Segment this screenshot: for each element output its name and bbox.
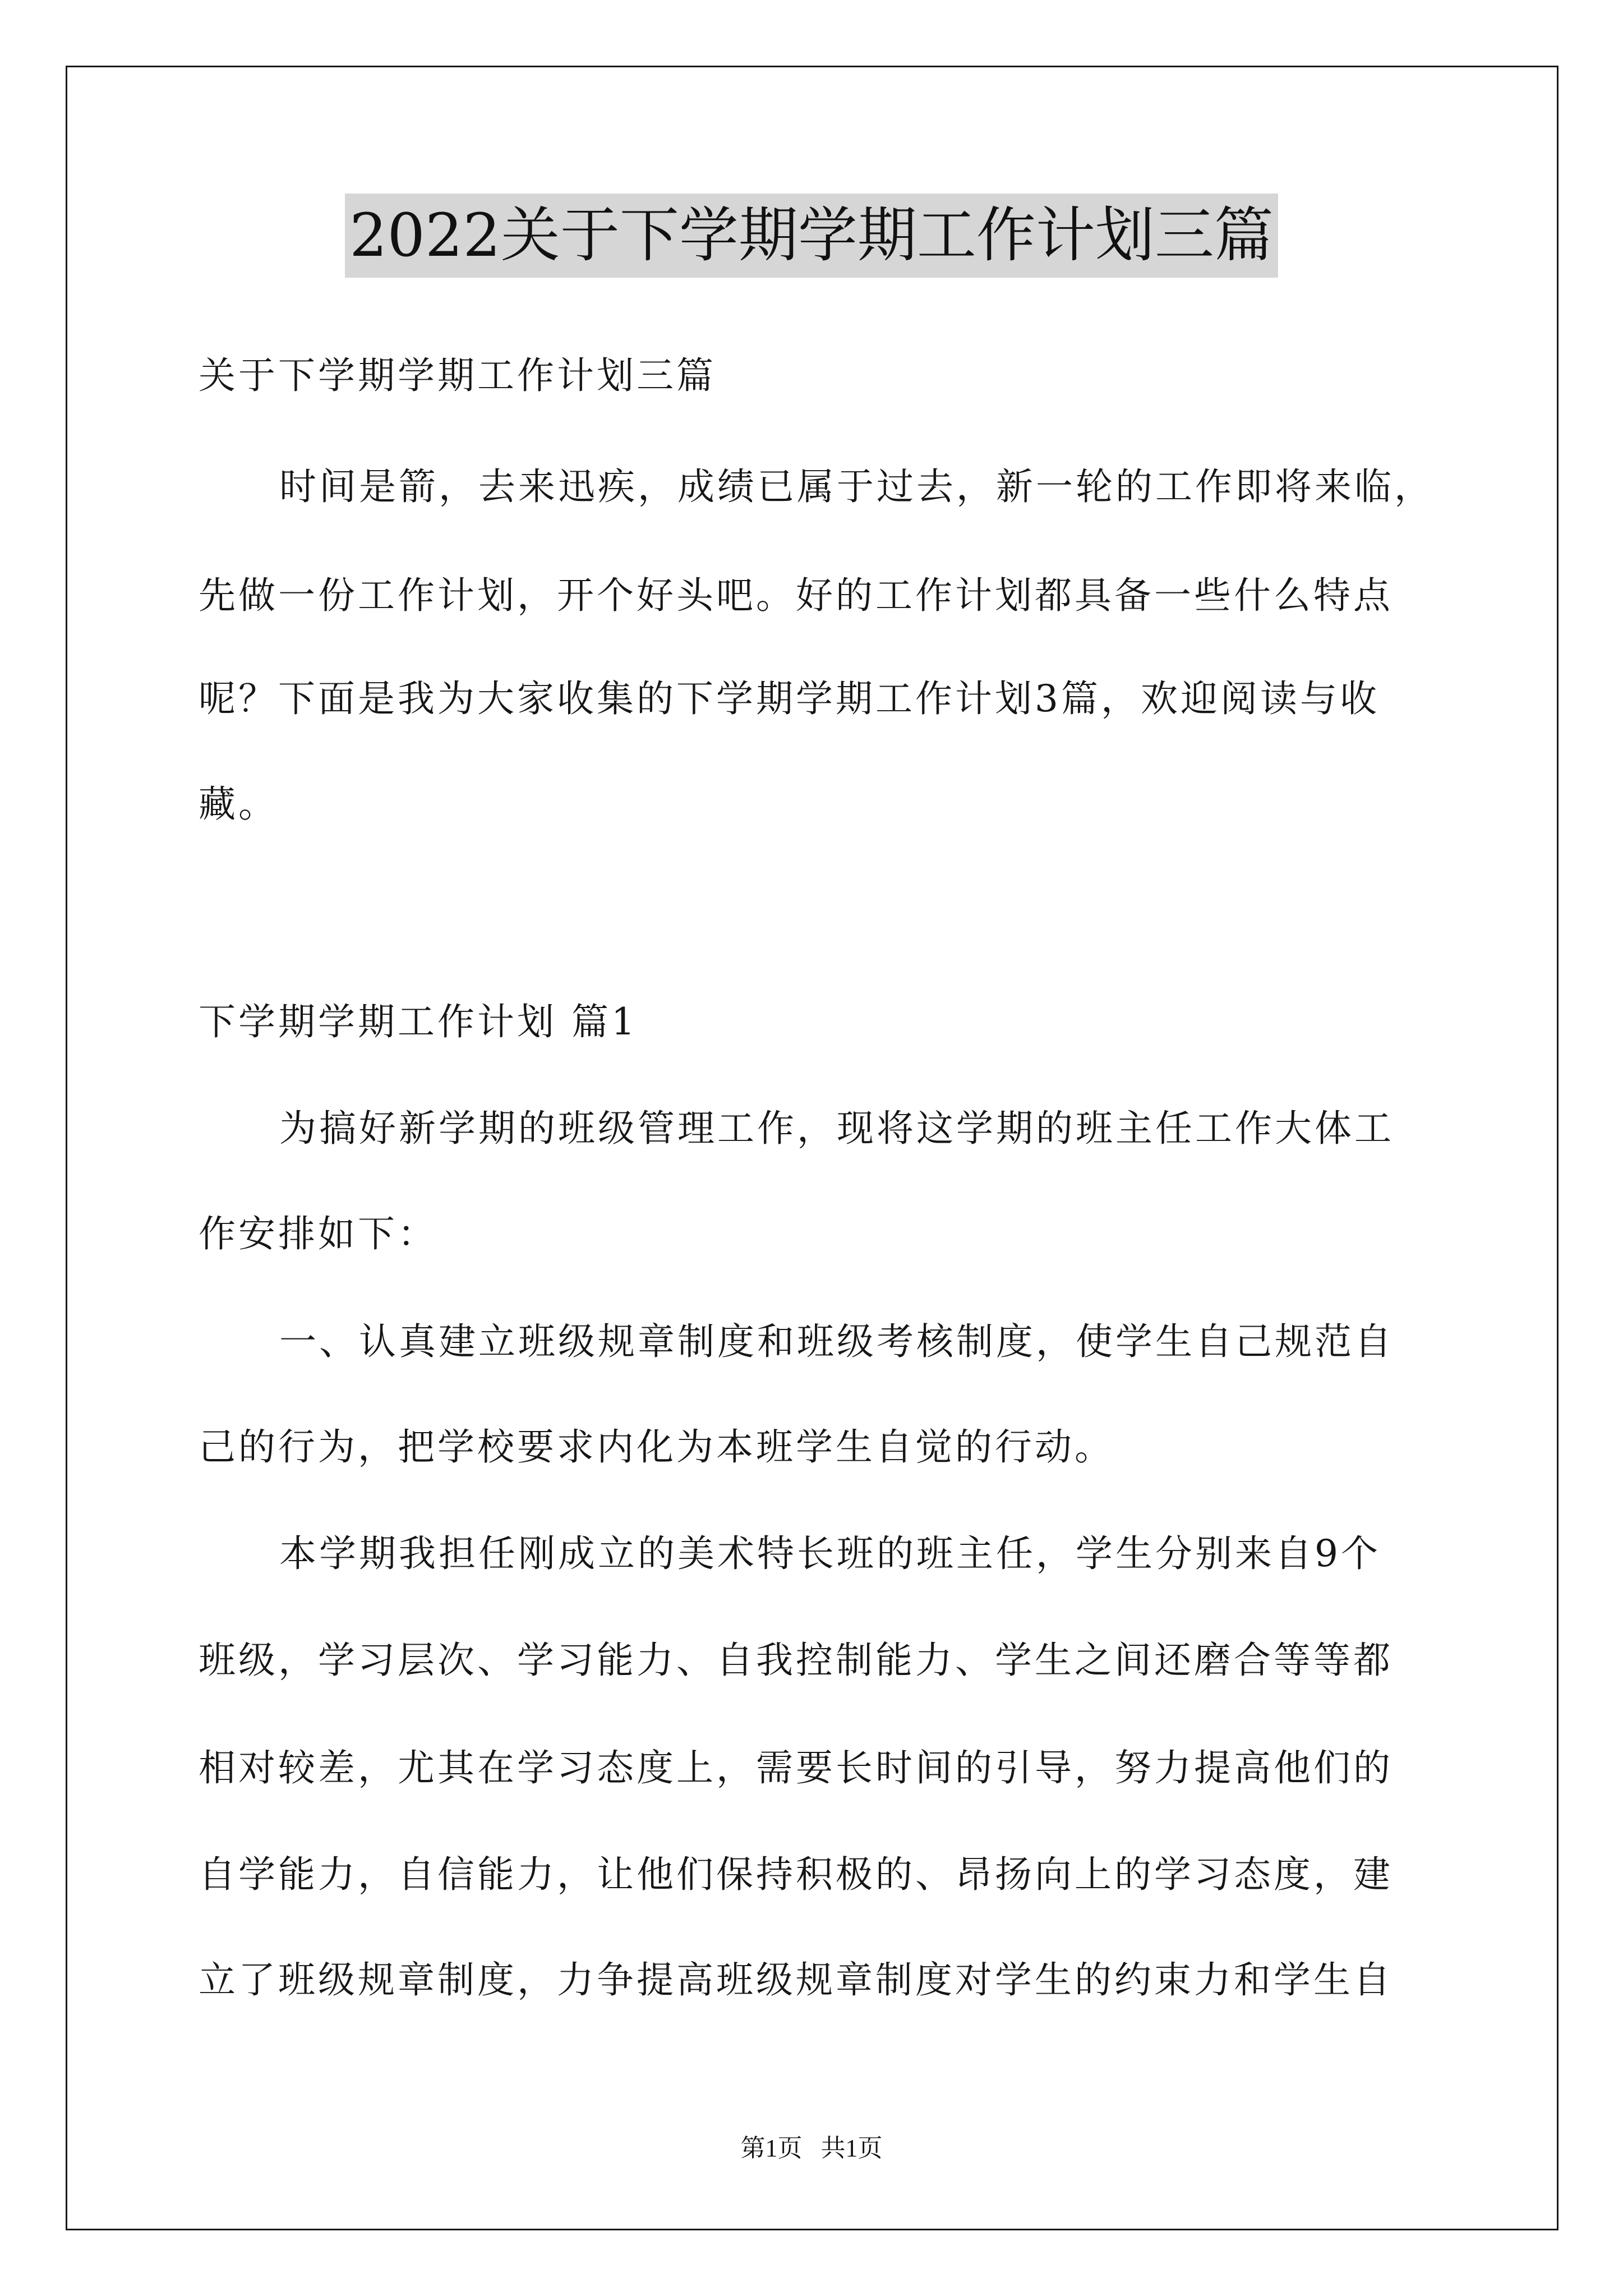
paragraph-line: 藏。	[199, 783, 278, 826]
paragraph-line: 作安排如下：	[199, 1212, 437, 1255]
paragraph-line: 相对较差，尤其在学习态度上，需要长时间的引导，努力提高他们的	[199, 1746, 1393, 1789]
paragraph-line: 立了班级规章制度，力争提高班级规章制度对学生的约束力和学生自	[199, 1958, 1393, 2001]
paragraph-line: 时间是箭，去来迅疾，成绩已属于过去，新一轮的工作即将来临，	[279, 465, 1434, 508]
document-title: 2022关于下学期学期工作计划三篇	[345, 194, 1278, 278]
paragraph-line: 呢？下面是我为大家收集的下学期学期工作计划3篇，欢迎阅读与收	[199, 677, 1380, 720]
page-number-footer: 第1页 共1页	[740, 2134, 883, 2162]
paragraph-line: 为搞好新学期的班级管理工作，现将这学期的班主任工作大体工	[279, 1107, 1394, 1150]
paragraph-line: 自学能力，自信能力，让他们保持积极的、昂扬向上的学习态度，建	[199, 1853, 1393, 1896]
title-container	[0, 194, 1623, 278]
section-heading: 下学期学期工作计划 篇1	[199, 1000, 638, 1043]
subtitle-line: 关于下学期学期工作计划三篇	[199, 354, 716, 397]
paragraph-line: 先做一份工作计划，开个好头吧。好的工作计划都具备一些什么特点	[199, 574, 1393, 617]
paragraph-line: 一、认真建立班级规章制度和班级考核制度，使学生自己规范自	[279, 1320, 1394, 1363]
paragraph-line: 班级，学习层次、学习能力、自我控制能力、学生之间还磨合等等都	[199, 1639, 1393, 1682]
paragraph-line: 本学期我担任刚成立的美术特长班的班主任，学生分别来自9个	[279, 1532, 1381, 1575]
paragraph-line: 己的行为，把学校要求内化为本班学生自觉的行动。	[199, 1425, 1114, 1469]
